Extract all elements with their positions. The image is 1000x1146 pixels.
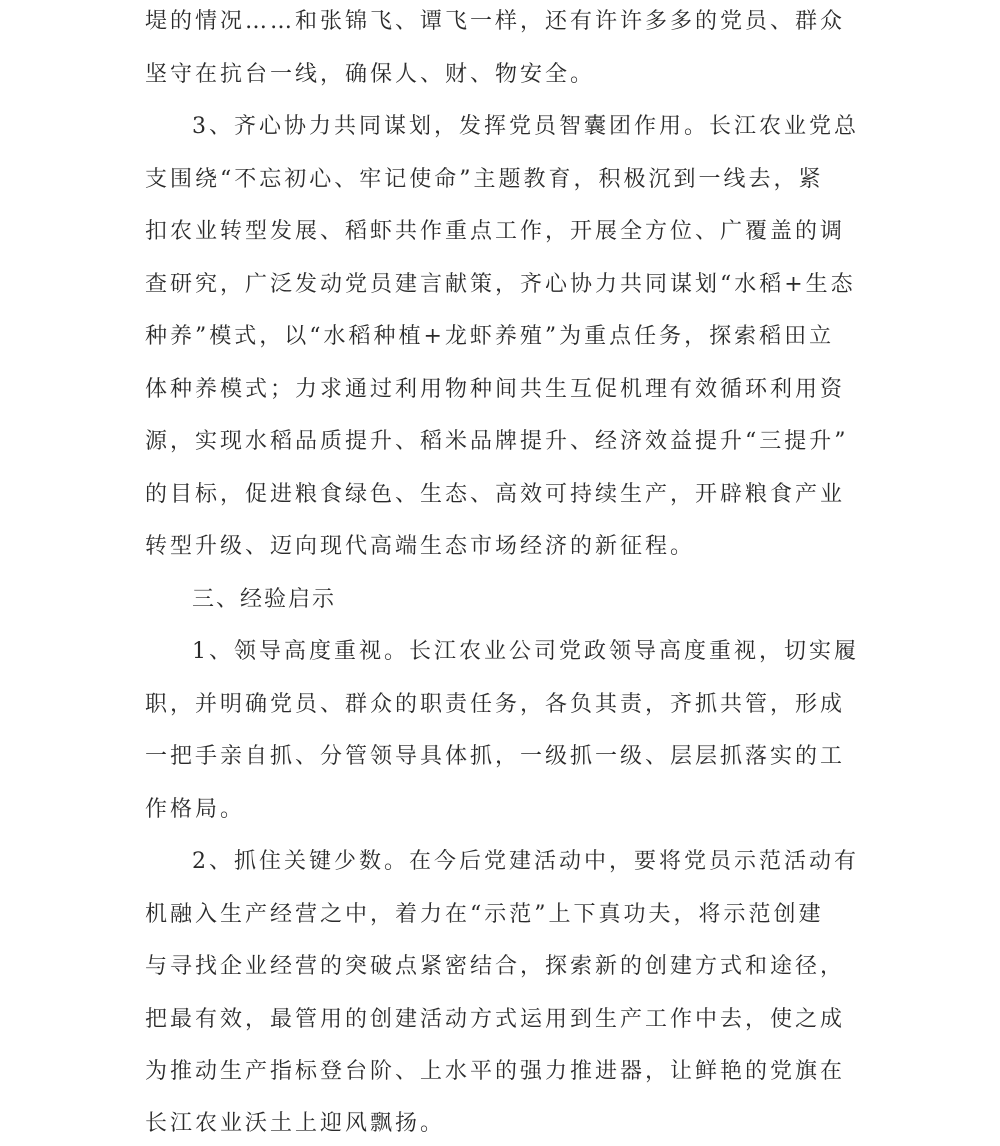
text-line: 源，实现水稻品质提升、稻米品牌提升、经济效益提升“三提升” [145,429,849,454]
text-line: 与寻找企业经营的突破点紧密结合，探索新的创建方式和途径， [145,954,846,979]
text-line: 体种养模式；力求通过利用物种间共生互促机理有效循环利用资 [145,377,846,402]
section-heading: 三、经验启示 [192,587,337,612]
text-line: 转型升级、迈向现代高端生态市场经济的新征程。 [145,534,696,559]
text-line: 查研究，广泛发动党员建言献策，齐心协力共同谋划“水稻+生态 [145,272,856,297]
paragraph-first-line: 3、齐心协力共同谋划，发挥党员智囊团作用。长江农业党总 [192,114,859,139]
text-line: 把最有效，最管用的创建活动方式运用到生产工作中去，使之成 [145,1007,846,1032]
text-line: 作格局。 [145,797,246,822]
text-line: 机融入生产经营之中，着力在“示范”上下真功夫，将示范创建 [145,902,824,927]
paragraph-first-line: 2、抓住关键少数。在今后党建活动中，要将党员示范活动有 [192,849,859,874]
text-line: 扣农业转型发展、稻虾共作重点工作，开展全方位、广覆盖的调 [145,219,846,244]
text-line: 种养”模式，以“水稻种植+龙虾养殖”为重点任务，探索稻田立 [145,324,835,349]
paragraph-first-line: 1、领导高度重视。长江农业公司党政领导高度重视，切实履 [192,639,859,664]
text-line: 一把手亲自抓、分管领导具体抓，一级抓一级、层层抓落实的工 [145,744,846,769]
text-line: 堤的情况……和张锦飞、谭飞一样，还有许许多多的党员、群众 [145,9,846,34]
text-line: 支围绕“不忘初心、牢记使命”主题教育，积极沉到一线去，紧 [145,167,824,192]
text-line: 的目标，促进粮食绿色、生态、高效可持续生产，开辟粮食产业 [145,482,846,507]
text-line: 长江农业沃土上迎风飘扬。 [145,1111,446,1136]
text-line: 职，并明确党员、群众的职责任务，各负其责，齐抓共管，形成 [145,692,846,717]
text-line: 为推动生产指标登台阶、上水平的强力推进器，让鲜艳的党旗在 [145,1059,846,1084]
text-line: 坚守在抗台一线，确保人、财、物安全。 [145,62,596,87]
